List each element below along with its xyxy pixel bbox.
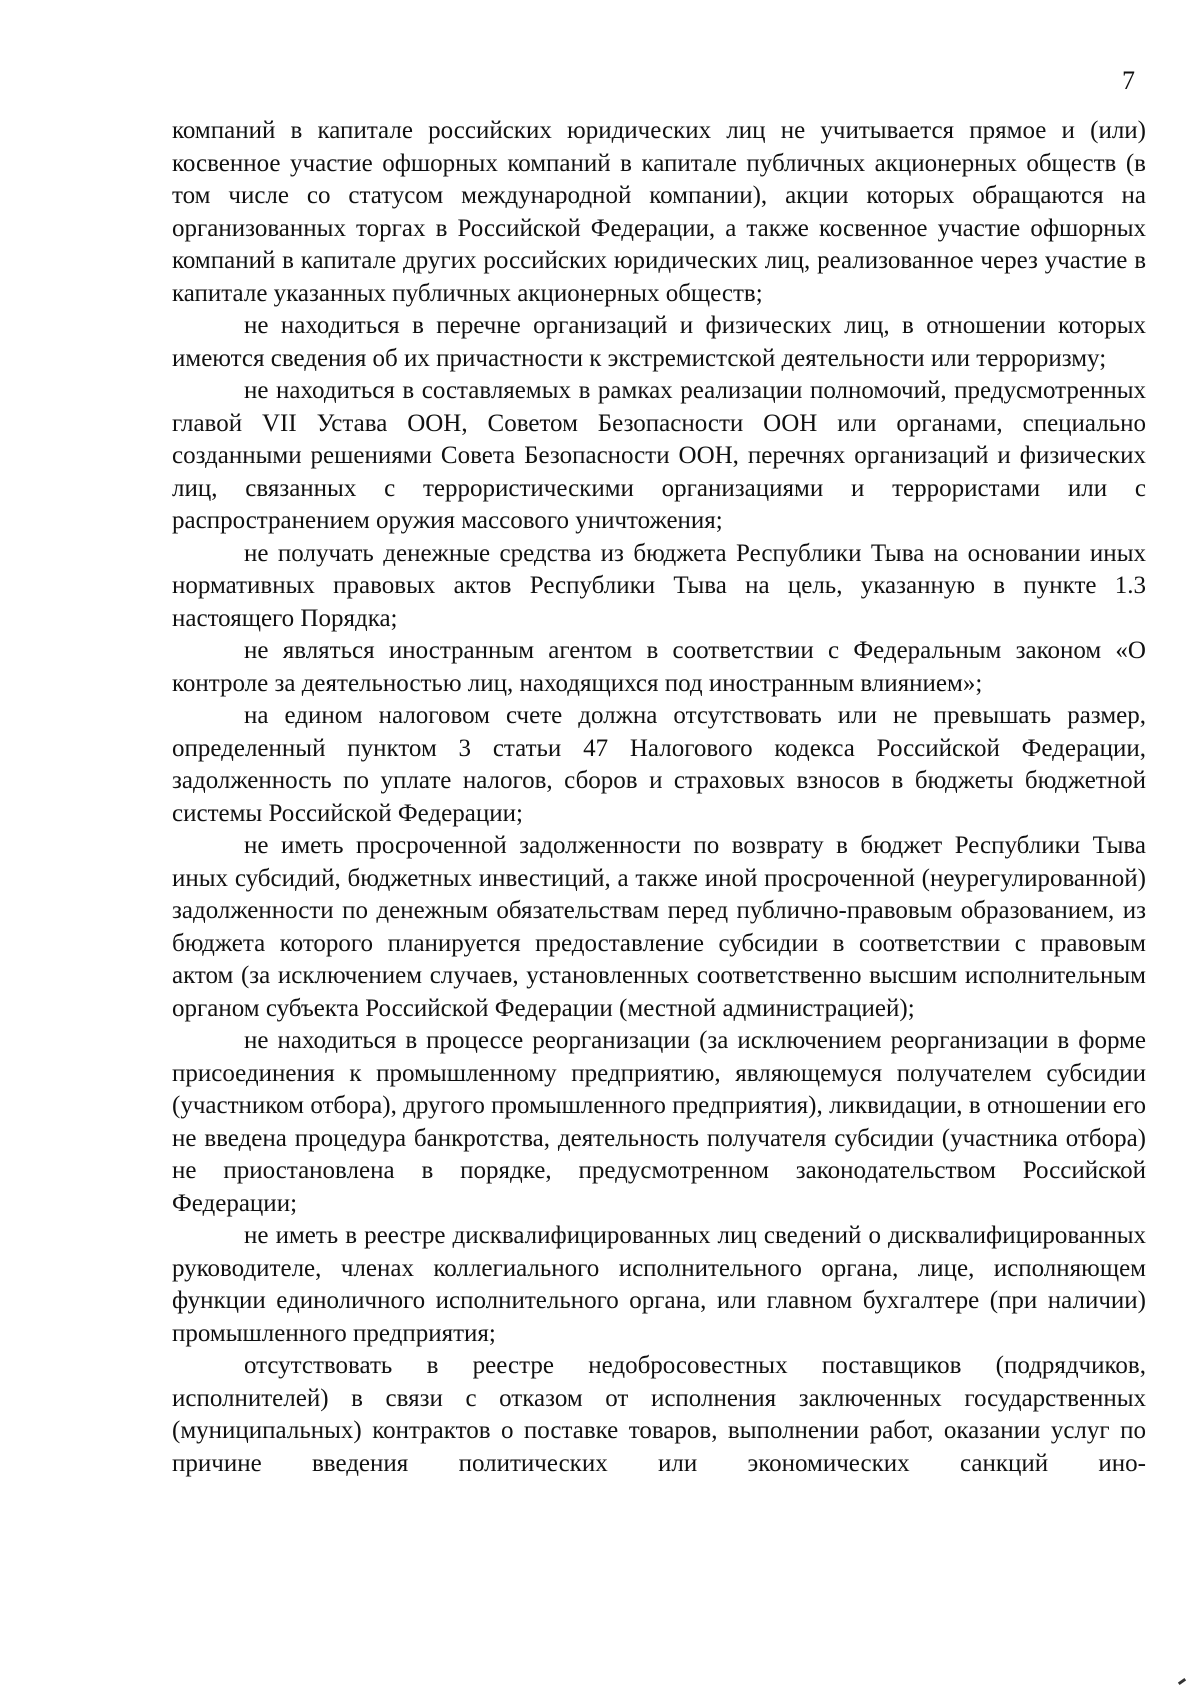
paragraph-budget-funds: не получать денежные средства из бюджета Республики Тыва на основании иных нормативных правовых актов Республики Тыва на цель, указанную в пункте 1.3 настоящего Порядка;: [172, 539, 1146, 632]
paragraph-unfair-suppliers: отсутствовать в реестре недобросовестных поставщиков (подрядчиков, исполнителей) в связи с отказом от исполнения заключенных государственных (муниципальных) контрактов о поставке товаров, выполнении работ, оказании услуг по причине введения политических или экономических санкций ино-: [172, 1352, 1146, 1477]
paragraph-disqualified-persons: не иметь в реестре дисквалифицированных лиц сведений о дисквалифицированных руководителе, членах коллегиального исполнительного органа, лице, исполняющем функции единоличного исполнительного органа, или главном бухгалтере (при наличии) промышленного предприятия;: [172, 1222, 1146, 1347]
paragraph-un-sanctions: не находиться в составляемых в рамках реализации полномочий, предусмотренных главой VII Устава ООН, Советом Безопасности ООН или органами, специально созданными решениями Совета Безопасности ООН, перечнях организаций и физических лиц, связанных с террористическими организациями и террористами или с распространением оружия массового уничтожения;: [172, 377, 1146, 534]
paragraph-continuation: компаний в капитале российских юридических лиц не учитывается прямое и (или) косвенное участие офшорных компаний в капитале публичных акционерных обществ (в том числе со статусом международной компании), акции которых обращаются на организованных торгах в Российской Федерации, а также косвенное участие офшорных компаний в капитале других российских юридических лиц, реализованное через участие в капитале указанных публичных акционерных обществ;: [172, 117, 1146, 307]
document-body: [172, 115, 1146, 1480]
scan-mark: [1178, 1678, 1186, 1685]
paragraph-tax-account: на едином налоговом счете должна отсутствовать или не превышать размер, определенный пунктом 3 статьи 47 Налогового кодекса Российской Федерации, задолженность по уплате налогов, сборов и страховых взносов в бюджеты бюджетной системы Российской Федерации;: [172, 702, 1146, 827]
paragraph-reorganization: не находиться в процессе реорганизации (за исключением реорганизации в форме присоединения к промышленному предприятию, являющемуся получателем субсидии (участником отбора), другого промышленного предприятия), ликвидации, в отношении его не введена процедура банкротства, деятельность получателя субсидии (участника отбора) не приостановлена в порядке, предусмотренном законодательством Российской Федерации;: [172, 1027, 1146, 1217]
paragraph-foreign-agent: не являться иностранным агентом в соответствии с Федеральным законом «О контроле за деятельностью лиц, находящихся под иностранным влиянием»;: [172, 637, 1146, 697]
paragraph-extremism-list: не находиться в перечне организаций и физических лиц, в отношении которых имеются сведения об их причастности к экстремистской деятельности или терроризму;: [172, 312, 1146, 372]
page-number: 7: [1122, 66, 1135, 95]
paragraph-overdue-debt: не иметь просроченной задолженности по возврату в бюджет Республики Тыва иных субсидий, бюджетных инвестиций, а также иной просроченной (неурегулированной) задолженности по денежным обязательствам перед публично-правовым образованием, из бюджета которого планируется предоставление субсидии в соответствии с правовым актом (за исключением случаев, установленных соответственно высшим исполнительным органом субъекта Российской Федерации (местной администрацией);: [172, 832, 1146, 1022]
